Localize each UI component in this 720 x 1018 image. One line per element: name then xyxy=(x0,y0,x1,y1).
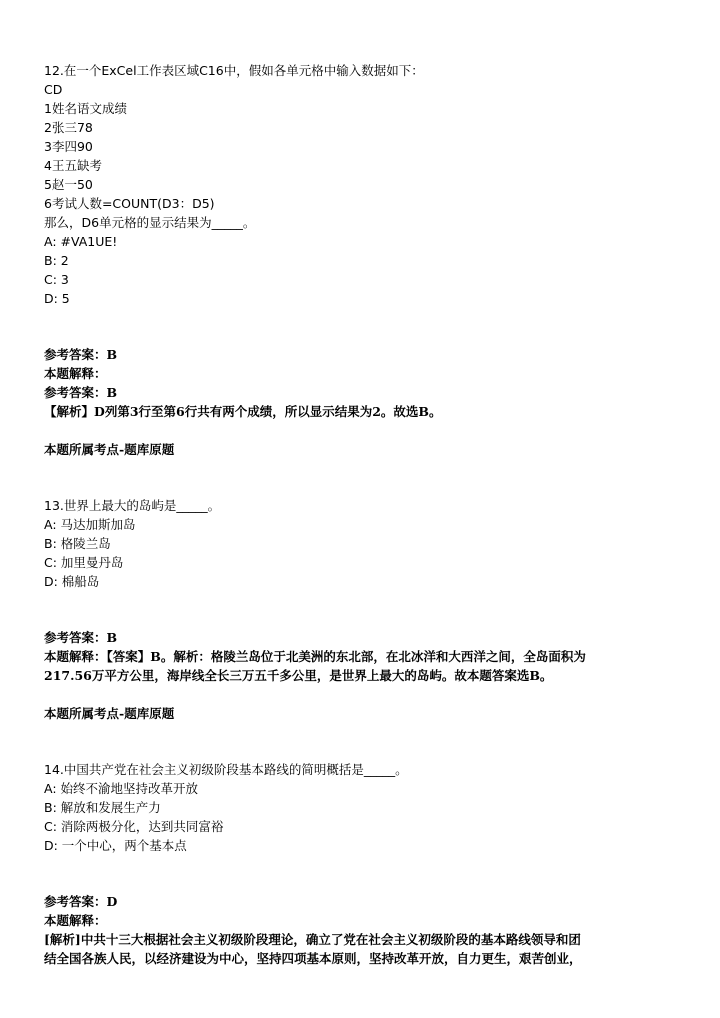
q14-stem: 14.中国共产党在社会主义初级阶段基本路线的简明概括是_____。 xyxy=(44,762,408,777)
q13-option-a: A: 马达加斯加岛 xyxy=(44,517,136,532)
q14-analysis-line1: [解析]中共十三大根据社会主义初级阶段理论，确立了党在社会主义初级阶段的基本路线领导和团 xyxy=(44,932,581,947)
q12-table-row: 2张三78 xyxy=(44,120,93,135)
q14-option-b: B: 解放和发展生产力 xyxy=(44,800,161,815)
q12-table-row: 6考试人数=COUNT(D3：D5) xyxy=(44,196,215,211)
q12-table-row: CD xyxy=(44,82,63,97)
q13-stem: 13.世界上最大的岛屿是_____。 xyxy=(44,498,221,513)
q13-explain-line1: 本题解释：【答案】B。解析：格陵兰岛位于北美洲的东北部，在北冰洋和大西洋之间，全岛面积为 xyxy=(44,649,586,664)
q12-analysis: 【解析】D列第3行至第6行共有两个成绩，所以显示结果为2。故选B。 xyxy=(44,404,442,419)
q13-option-c: C: 加里曼丹岛 xyxy=(44,555,124,570)
q12-explain-label: 本题解释： xyxy=(44,366,107,381)
q13-source: 本题所属考点-题库原题 xyxy=(44,706,175,721)
q12-table-row: 5赵一50 xyxy=(44,177,93,192)
q13-answer: 参考答案：B xyxy=(44,630,118,645)
q14-option-c: C: 消除两极分化，达到共同富裕 xyxy=(44,819,224,834)
q12-option-d: D: 5 xyxy=(44,291,70,306)
q12-option-b: B: 2 xyxy=(44,253,69,268)
q12-answer-repeat: 参考答案：B xyxy=(44,385,118,400)
q14-explain-label: 本题解释： xyxy=(44,913,107,928)
q13-option-d: D: 棉船岛 xyxy=(44,574,100,589)
q14-option-d: D: 一个中心，两个基本点 xyxy=(44,838,187,853)
q13-option-b: B: 格陵兰岛 xyxy=(44,536,111,551)
q12-answer: 参考答案：B xyxy=(44,347,118,362)
q12-option-c: C: 3 xyxy=(44,272,69,287)
q12-table-row: 1姓名语文成绩 xyxy=(44,101,127,116)
q14-analysis-line2: 结全国各族人民，以经济建设为中心，坚持四项基本原则，坚持改革开放，自力更生，艰苦创业， xyxy=(44,951,582,966)
q12-stem: 12.在一个ExCel工作表区域C16中，假如各单元格中输入数据如下： xyxy=(44,63,424,78)
q12-ask: 那么，D6单元格的显示结果为_____。 xyxy=(44,215,256,230)
q13-explain-line2: 217.56万平方公里，海岸线全长三万五千多公里，是世界上最大的岛屿。故本题答案选B。 xyxy=(44,668,553,683)
q12-table-row: 4王五缺考 xyxy=(44,158,102,173)
q14-option-a: A: 始终不渝地坚持改革开放 xyxy=(44,781,199,796)
q12-option-a: A: #VA1UE! xyxy=(44,234,118,249)
q12-table-row: 3李四90 xyxy=(44,139,93,154)
q12-source: 本题所属考点-题库原题 xyxy=(44,442,175,457)
q14-answer: 参考答案：D xyxy=(44,894,118,909)
